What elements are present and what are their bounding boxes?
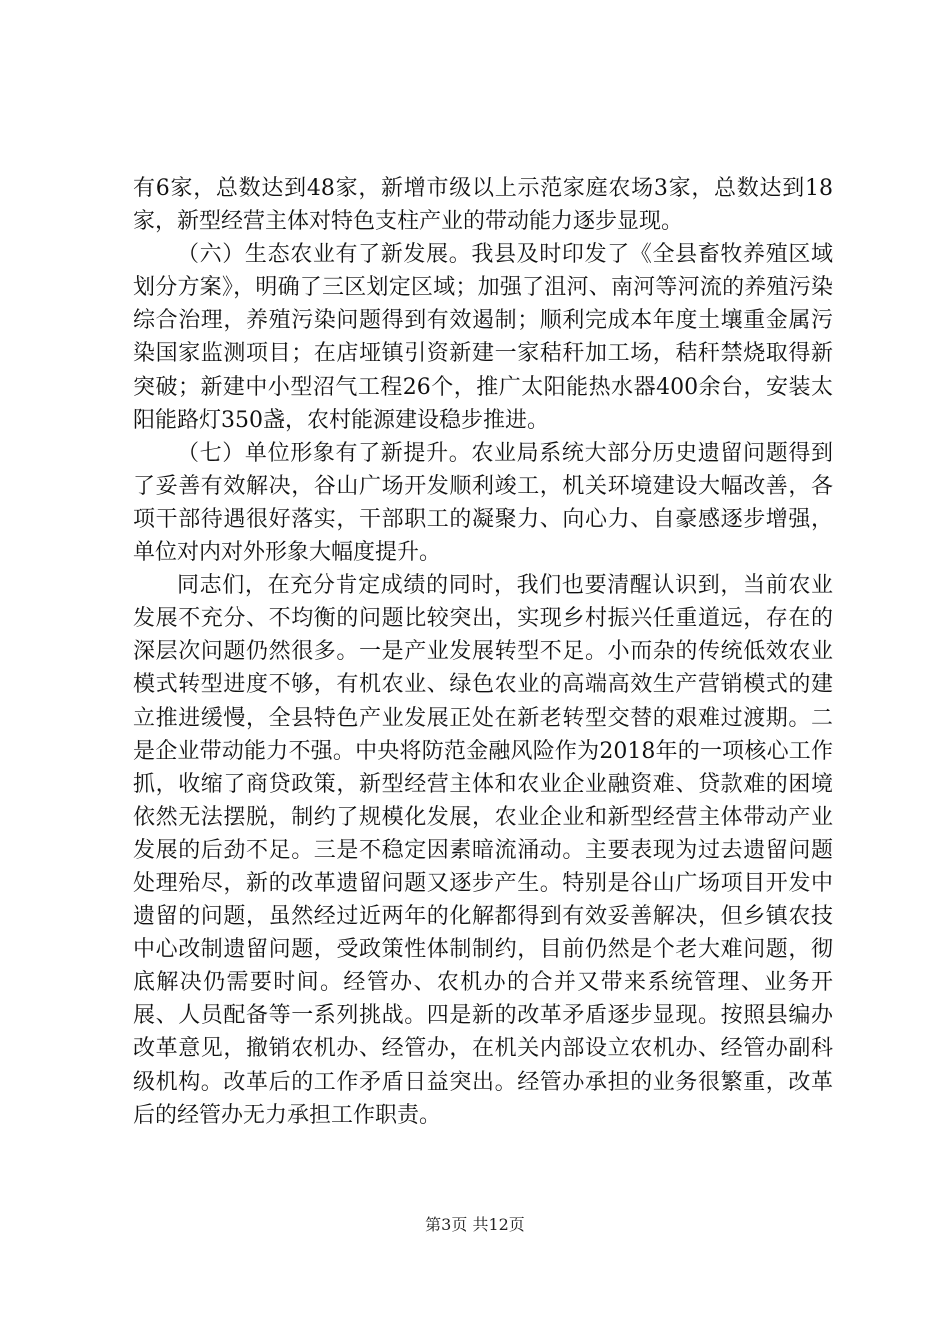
- page-number-footer: 第3页 共12页: [425, 1215, 525, 1234]
- paragraph-unit-image: （七）单位形象有了新提升。农业局系统大部分历史遗留问题得到了妥善有效解决，谷山广场开发顺利竣工，机关环境建设大幅改善，各项干部待遇很好落实，干部职工的凝聚力、向心力、自豪感逐步增强，单位对内对外形象大幅度提升。: [133, 440, 833, 566]
- paragraph-continuation: 有6家，总数达到48家，新增市级以上示范家庭农场3家，总数达到18家，新型经营主体对特色支柱产业的带动能力逐步显现。: [133, 176, 833, 235]
- paragraph-problems: 同志们，在充分肯定成绩的同时，我们也要清醒认识到，当前农业发展不充分、不均衡的问题比较突出，实现乡村振兴任重道远，存在的深层次问题仍然很多。一是产业发展转型不足。小而杂的传统低效农业模式转型进度不够，有机农业、绿色农业的高端高效生产营销模式的建立推进缓慢，全县特色产业发展正处在新老转型交替的艰难过渡期。二是企业带动能力不强。中央将防范金融风险作为2018年的一项核心工作抓，收缩了商贷政策，新型经营主体和农业企业融资难、贷款难的困境依然无法摆脱，制约了规模化发展，农业企业和新型经营主体带动产业发展的后劲不足。三是不稳定因素暗流涌动。主要表现为过去遗留问题处理殆尽，新的改革遗留问题又逐步产生。特别是谷山广场项目开发中遗留的问题，虽然经过近两年的化解都得到有效妥善解决，但乡镇农技中心改制遗留问题，受政策性体制制约，目前仍然是个老大难问题，彻底解决仍需要时间。经管办、农机办的合并又带来系统管理、业务开展、人员配备等一系列挑战。四是新的改革矛盾逐步显现。按照县编办改革意见，撤销农机办、经管办，在机关内部设立农机办、经管办副科级机构。改革后的工作矛盾日益突出。经管办承担的业务很繁重，改革后的经管办无力承担工作职责。: [133, 573, 833, 1128]
- paragraph-ecological-agriculture: （六）生态农业有了新发展。我县及时印发了《全县畜牧养殖区域划分方案》，明确了三区划定区域；加强了沮河、南河等河流的养殖污染综合治理，养殖污染问题得到有效遏制；顺利完成本年度土壤重金属污染国家监测项目；在店垭镇引资新建一家秸秆加工场，秸秆禁烧取得新突破；新建中小型沼气工程26个，推广太阳能热水器400余台，安装太阳能路灯350盏，农村能源建设稳步推进。: [133, 242, 833, 433]
- document-body: [133, 172, 833, 1132]
